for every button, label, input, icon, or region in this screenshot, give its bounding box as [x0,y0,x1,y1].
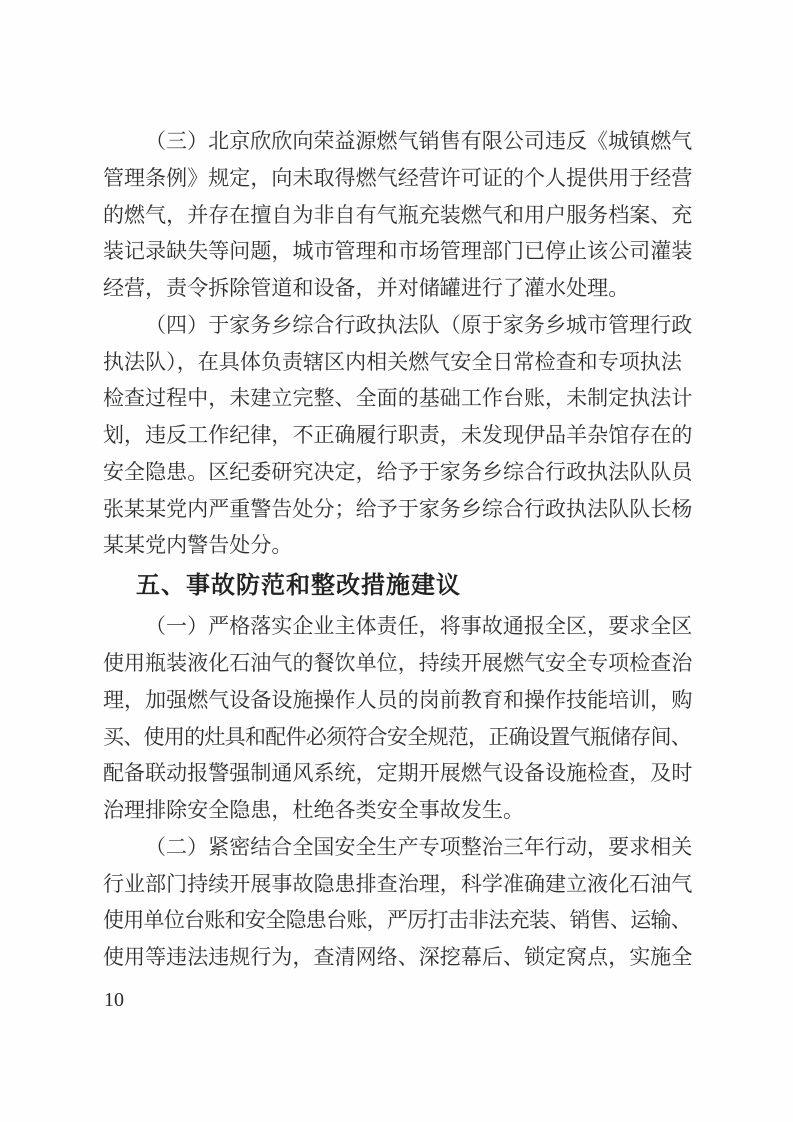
text-line: （三）北京欣欣向荣益源燃气销售有限公司违反《城镇燃气 [145,129,693,153]
para-1-enterprise-responsibility [103,608,693,829]
text-line: （二）紧密结合全国安全生产专项整治三年行动，要求相关 [145,834,693,859]
text-line: 买、使用的灶具和配件必须符合安全规范，正确设置气瓶储存间、 [103,724,692,749]
page-number: 10 [104,989,124,1011]
text-line: 的燃气，并存在擅自为非自有气瓶充装燃气和用户服务档案、充 [103,202,693,227]
text-line: 划，违反工作纪律，不正确履行职责，未发现伊品羊杂馆存在的 [103,423,693,447]
text-line: 使用瓶装液化石油气的餐饮单位，持续开展燃气安全专项检查治 [103,651,693,675]
text-line: 检查过程中，未建立完整、全面的基础工作台账，未制定执法计 [103,386,693,411]
text-line: 管理条例》规定，向未取得燃气经营许可证的个人提供用于经营 [103,165,693,190]
text-line: （四）于家务乡综合行政执法队（原于家务乡城市管理行政 [145,312,693,337]
text-line: 使用单位台账和安全隐患台账，严厉打击非法充装、销售、运输、 [103,908,692,933]
text-line: 安全隐患。区纪委研究决定，给予于家务乡综合行政执法队队员 [103,459,693,484]
text-line: 治理排除安全隐患，杜绝各类安全事故发生。 [103,798,524,822]
document-body [103,123,693,976]
text-line: 张某某党内严重警告处分；给予于家务乡综合行政执法队队长杨 [103,496,693,521]
text-line: 理，加强燃气设备设施操作人员的岗前教育和操作技能培训，购 [103,687,693,712]
para-2-national-rectification-action [103,829,693,976]
para-4-enforcement-team-accountability [103,307,693,564]
section-5-heading: 五、事故防范和整改措施建议 [136,572,461,599]
text-line: 配备联动报警强制通风系统，定期开展燃气设备设施检查，及时 [103,761,693,786]
text-line: 行业部门持续开展事故隐患排查治理，科学准确建立液化石油气 [103,871,693,896]
text-line: 经营，责令拆除管道和设备，并对储罐进行了灌水处理。 [103,276,630,300]
text-line: 某某党内警告处分。 [103,533,293,558]
para-3-gas-company-violation [103,123,693,307]
text-line: 使用等违法违规行为，查清网络、深挖幕后、锁定窝点，实施全 [103,945,693,969]
text-line: （一）严格落实企业主体责任，将事故通报全区，要求全区 [145,614,693,639]
text-line: 装记录缺失等问题，城市管理和市场管理部门已停止该公司灌装 [103,239,693,264]
text-line: 执法队），在具体负责辖区内相关燃气安全日常检查和专项执法 [103,349,682,374]
